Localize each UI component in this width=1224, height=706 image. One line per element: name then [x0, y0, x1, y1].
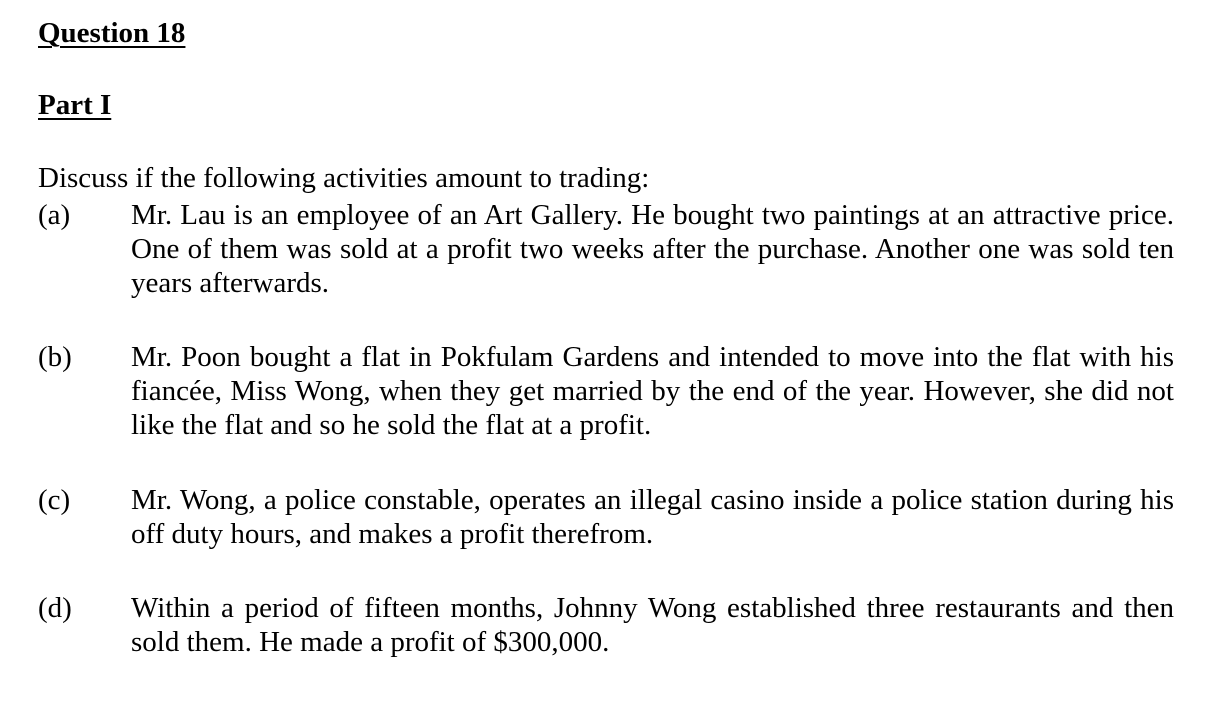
item-text: Within a period of fifteen months, Johnny Wong established three restaurants and then sold them. He made a profit of $300,000. — [131, 592, 1174, 658]
item-label: (d) — [38, 592, 72, 624]
intro-text: Discuss if the following activities amount to trading: — [38, 162, 650, 194]
question-title: Question 18 — [38, 17, 186, 49]
item-label: (a) — [38, 199, 71, 231]
part-title: Part I — [38, 89, 112, 121]
item-text: Mr. Wong, a police constable, operates an illegal casino inside a police station during his off duty hours, and makes a profit therefrom. — [131, 484, 1174, 550]
item-label: (c) — [38, 484, 71, 516]
item-label: (b) — [38, 341, 72, 373]
item-text: Mr. Poon bought a flat in Pokfulam Gardens and intended to move into the flat with his fiancée, Miss Wong, when they get married by the end of the year. However, she did not like the flat and so he sold the flat at a profit. — [131, 341, 1174, 441]
item-text: Mr. Lau is an employee of an Art Gallery. He bought two paintings at an attractive price. One of them was sold at a profit two weeks after the purchase. Another one was sold ten years afterwards. — [131, 199, 1174, 299]
